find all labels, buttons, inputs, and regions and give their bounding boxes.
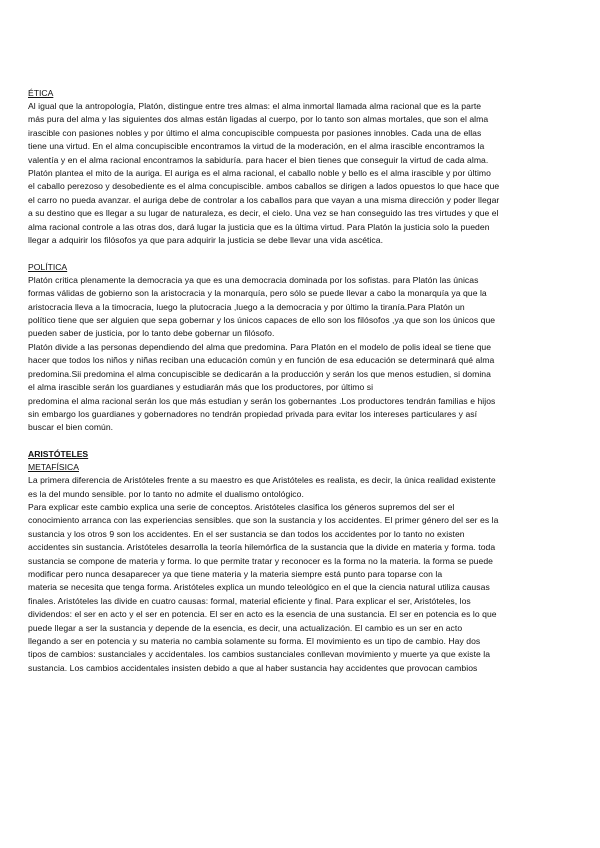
text-line: modificar pero nunca desaparecer ya que tiene materia y la materia siempre está punto para toparse con la (28, 568, 443, 579)
text-line: pueden saber de justicia, por lo tanto debe gobernar un filósofo. (28, 328, 275, 339)
text-line: predomina el alma racional serán los que más estudian y serán los gobernantes .Los productores tendrán familias e hijos (28, 395, 496, 406)
text-line: valentía y en el alma racional encontramos la sabiduría. para hacer el bien tienes que conseguir la virtud de cada alma. (28, 154, 489, 165)
text-line: sustancia y los otros 9 son los accidentes. En el ser sustancia se dan todos los accidentes por lo tanto no existen (28, 528, 465, 539)
document-body (28, 87, 576, 675)
section-heading: ÉTICA (28, 88, 54, 98)
text-line: tiene una virtud. En el alma concupiscible encontramos la virtud de la moderación, en el alma irascible encontramos la (28, 141, 485, 152)
section-subheading: METAFÍSICA (28, 462, 79, 473)
text-line: finales. Aristóteles las divide en cuatro causas: formal, material eficiente y final. Para explicar el ser, Aristóteles, los (28, 595, 471, 606)
text-line: Platón critica plenamente la democracia ya que es una democracia dominada por los sofistas. para Platón las únicas (28, 274, 479, 285)
text-line: tipos de cambios: sustanciales y accidentales. los cambios sustanciales conllevan movimiento y muerte ya que existe la (28, 649, 491, 660)
text-line: predomina.Sii predomina el alma concupiscible se dedicarán a la producción y serán los que menos estudien, si domina (28, 368, 491, 379)
text-line: más pura del alma y las siguientes dos almas están ligadas al cuerpo, por lo tanto son almas mortales, que son el alma (28, 114, 489, 125)
text-line: accidentes sin sustancia. Aristóteles desarrolla la teoría hilemórfica de la sustancia que la divide en materia y forma. toda (28, 542, 496, 553)
text-line: formas válidas de gobierno son la aristocracia y la monarquía, pero sólo se puede llevar a cabo la monarquía ya que la (28, 288, 487, 299)
section-etica (28, 87, 576, 247)
text-line: buscar el bien común. (28, 422, 114, 433)
text-line: sustancia se compone de materia y forma. lo que permite tratar y reconocer es la forma no la materia. la forma se puede (28, 555, 493, 566)
section-spacer (28, 435, 576, 448)
text-line: el alma irascible serán los guardianes y estudiarán más que los productores, por último si (28, 382, 374, 393)
text-line: Al igual que la antropología, Platón, distingue entre tres almas: el alma inmortal llamada alma racional que es la parte (28, 101, 482, 111)
text-line: aristocracia lleva a la timocracia, luego la plutocracia ,luego a la democracia y por último la tiranía.Para Platón un (28, 301, 465, 312)
text-line: irascible con pasiones nobles y por último el alma concupiscible compuesta por pasiones innobles. Cada una de ellas (28, 127, 482, 138)
text-line: político tiene que ser alguien que sepa gobernar y los únicos capaces de ello son los filósofos ,ya que son los únicos que (28, 315, 496, 326)
text-line: es la del mundo sensible. por lo tanto no admite el dualismo ontológico. (28, 488, 304, 499)
text-line: sustancia. Los cambios accidentales insisten debido a que al haber sustancia hay accidentes que provocan cambios (28, 662, 478, 673)
text-line: llegando a ser en potencia y su materia no cambia solamente su forma. El movimiento es un tipo de cambio. Hay dos (28, 636, 481, 646)
section-text (28, 100, 576, 247)
text-line: La primera diferencia de Aristóteles frente a su maestro es que Aristóteles es realista, es decir, la única realidad existente (28, 475, 496, 486)
text-line: conocimiento arranca con las experiencias sensibles. que son la sustancia y los accidentes. El primer género del ser es la (28, 515, 499, 526)
text-line: materia se necesita que tenga forma. Aristóteles explica un mundo teleológico en el que la ciencia natural utiliza causas (28, 582, 490, 593)
text-line: llegar a adquirir los filósofos ya que para adquirir la justicia se debe llevar una vida ascética. (28, 235, 384, 246)
section-text (28, 274, 576, 435)
text-line: Platón divide a las personas dependiendo del alma que predomina. Para Platón en el modelo de polis ideal se tiene que (28, 341, 492, 352)
text-line: a su destino que es llegar a su lugar de naturaleza, es decir, el cielo. Una vez se han conseguido las tres virtudes y que el (28, 208, 499, 219)
text-line: Platón plantea el mito de la auriga. El auriga es el alma racional, el caballo noble y bello es el alma irascible y por último (28, 168, 491, 179)
text-line: el carro no pueda avanzar. el auriga debe de controlar a los caballos para que vayan a una misma dirección y poder llegar (28, 194, 500, 205)
text-line: Para explicar este cambio explica una serie de conceptos. Aristóteles clasifica los géneros supremos del ser el (28, 501, 455, 512)
text-line: sin embargo los guardianes y gobernadores no tendrán propiedad privada para evitar los intereses particulares y así (28, 408, 478, 419)
section-spacer (28, 247, 576, 260)
section-heading: ARISTÓTELES (28, 449, 89, 460)
section-heading: POLÍTICA (28, 261, 68, 272)
text-line: hacer que todos los niños y niñas reciban una educación común y en función de esa educación se determinará qué alma (28, 355, 495, 366)
text-line: puede llegar a ser la sustancia y depende de la esencia, es decir, una actualización. El cambio es un ser en acto (28, 622, 463, 633)
section-text (28, 474, 576, 675)
section-politica (28, 261, 576, 435)
text-line: el caballo perezoso y desobediente es el alma concupiscible. ambos caballos se dirigen a lados opuestos lo que hace que (28, 181, 500, 192)
text-line: dividendos: el ser en acto y el ser en potencia. El ser en acto es la esencia de una sustancia. El ser en potencia es lo que (28, 609, 497, 620)
text-line: alma racional controle a las otras dos, dará lugar la justicia que es la última virtud. Para Platón la justicia solo la pueden (28, 221, 490, 232)
section-aristoteles (28, 448, 576, 675)
